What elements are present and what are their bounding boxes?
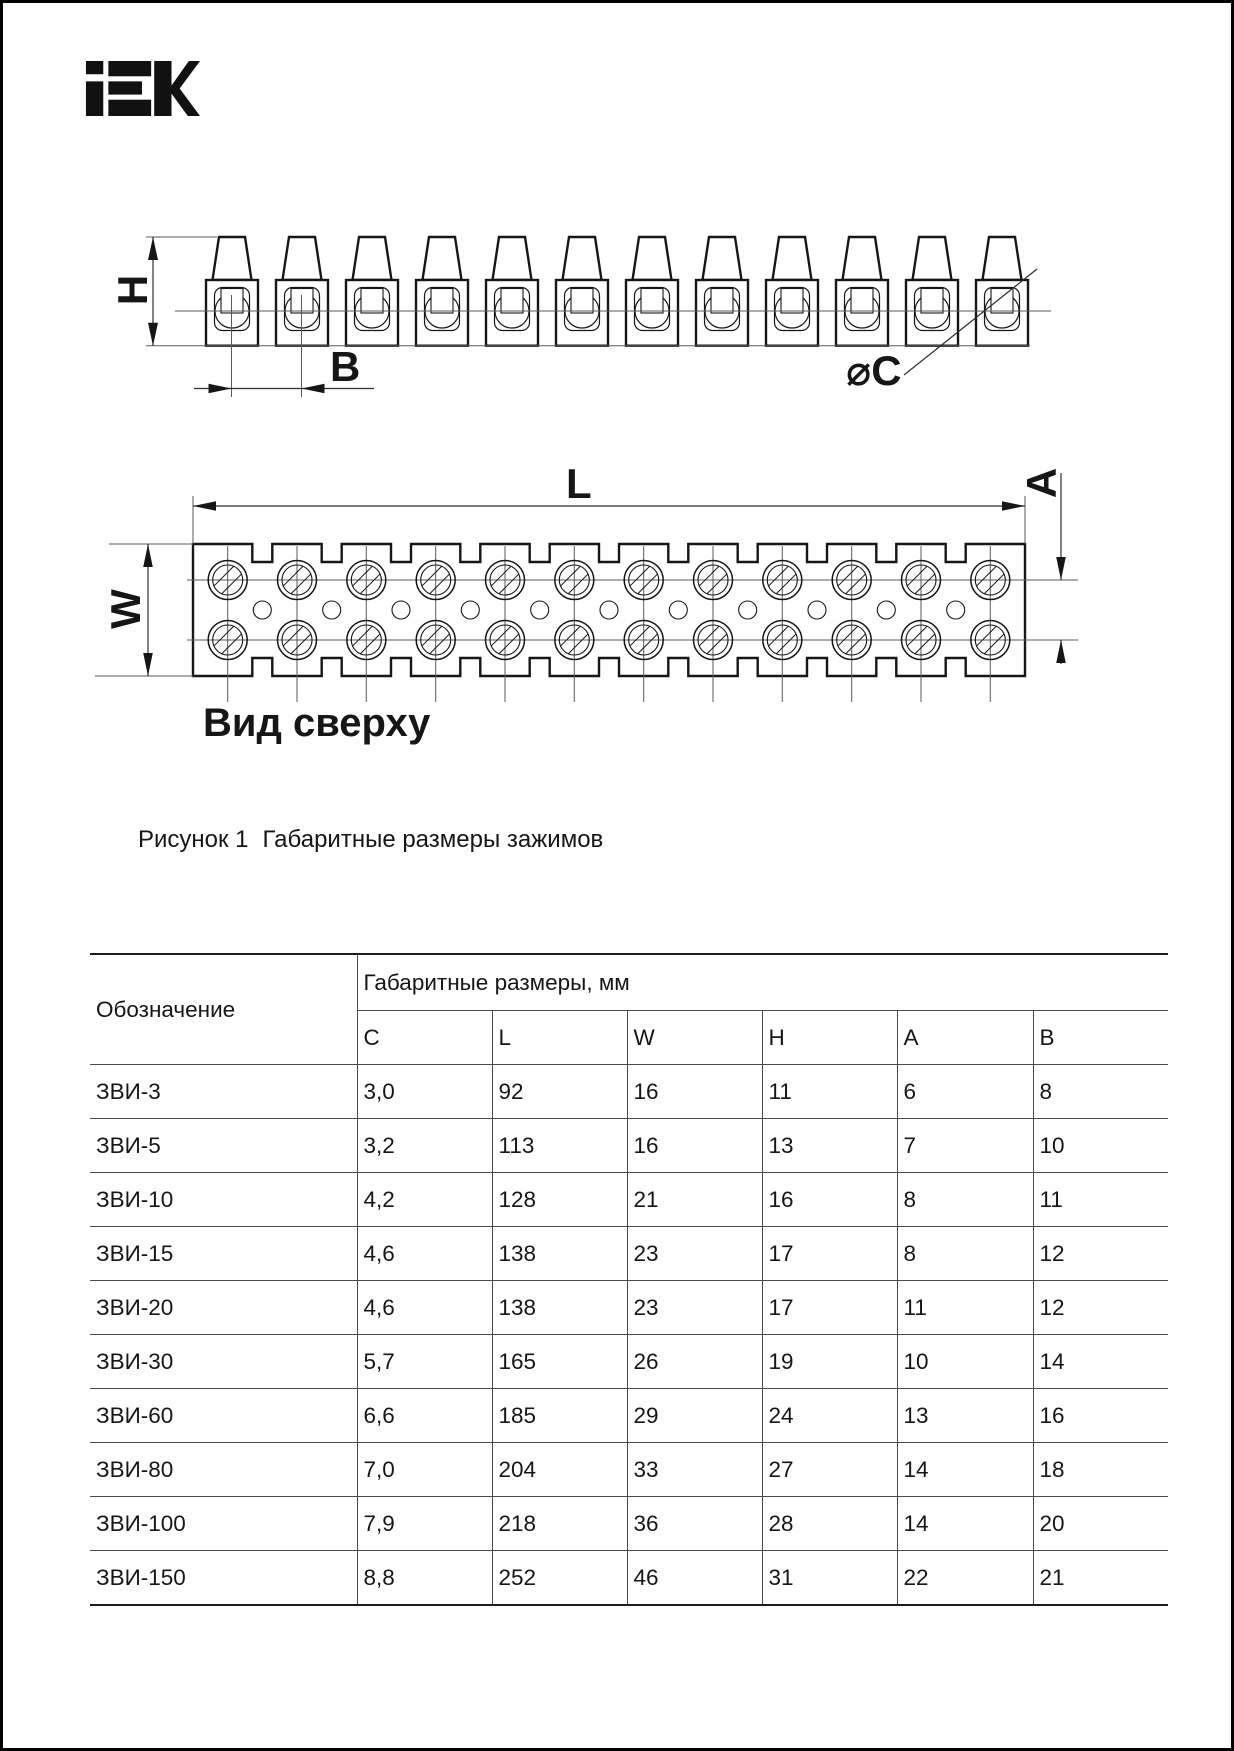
table-row [90,1119,1168,1173]
table-row [90,1281,1168,1335]
cell: 21 [627,1173,762,1227]
cell: 16 [627,1065,762,1119]
cell: 13 [762,1119,897,1173]
table-row [90,1065,1168,1119]
wire-hole [253,601,271,619]
cell: 17 [762,1281,897,1335]
row-designation: ЗВИ-3 [90,1065,357,1119]
cell: 7,0 [357,1443,492,1497]
wire-hole [531,601,549,619]
cell: 185 [492,1389,627,1443]
col-header-c: C [357,1011,492,1065]
cell: 218 [492,1497,627,1551]
cell: 17 [762,1227,897,1281]
dim-label-l: L [566,460,592,507]
table-row [90,1173,1168,1227]
dim-label-c: ⌀C [846,347,902,394]
figure-title: Габаритные размеры зажимов [262,826,604,853]
cell: 24 [762,1389,897,1443]
wire-hole [600,601,618,619]
wire-hole [669,601,687,619]
terminal-slot [781,289,803,314]
cell: 16 [1033,1389,1168,1443]
cell: 16 [762,1173,897,1227]
cell: 4,2 [357,1173,492,1227]
row-designation: ЗВИ-5 [90,1119,357,1173]
cell: 3,2 [357,1119,492,1173]
row-designation: ЗВИ-15 [90,1227,357,1281]
cell: 7,9 [357,1497,492,1551]
figure-number: Рисунок 1 [138,826,249,853]
cell: 10 [897,1335,1033,1389]
cell: 8,8 [357,1551,492,1606]
dimensions-table [90,953,1168,1606]
col-header-h: H [762,1011,897,1065]
cell: 14 [1033,1335,1168,1389]
table-row [90,1389,1168,1443]
cell: 128 [492,1173,627,1227]
cell: 21 [1033,1551,1168,1606]
top-view [95,460,1078,745]
terminal-cap [983,237,1022,280]
terminal-slot [991,289,1013,314]
col-header-l: L [492,1011,627,1065]
table-row [90,1443,1168,1497]
cell: 14 [897,1497,1033,1551]
table-row [90,1551,1168,1606]
terminal-cap [493,237,532,280]
terminal-cap [633,237,672,280]
cell: 23 [627,1227,762,1281]
wire-hole [877,601,895,619]
cell: 4,6 [357,1227,492,1281]
dim-label-w: W [102,589,149,629]
cell: 11 [1033,1173,1168,1227]
cell: 18 [1033,1443,1168,1497]
col-header-group: Габаритные размеры, мм [357,954,1168,1011]
cell: 138 [492,1227,627,1281]
cell: 36 [627,1497,762,1551]
cell: 7 [897,1119,1033,1173]
terminal-slot [431,289,453,314]
cell: 10 [1033,1119,1168,1173]
cell: 165 [492,1335,627,1389]
cell: 3,0 [357,1065,492,1119]
wire-hole [947,601,965,619]
cell: 8 [897,1227,1033,1281]
col-header-a: A [897,1011,1033,1065]
cell: 138 [492,1281,627,1335]
table-row [90,1335,1168,1389]
cell: 6,6 [357,1389,492,1443]
table-row [90,1497,1168,1551]
cell: 252 [492,1551,627,1606]
row-designation: ЗВИ-60 [90,1389,357,1443]
cell: 46 [627,1551,762,1606]
terminal-slot [921,289,943,314]
cell: 26 [627,1335,762,1389]
figure-1-drawing [3,3,1234,773]
row-designation: ЗВИ-150 [90,1551,357,1606]
terminal-cap [703,237,742,280]
dim-l [193,460,1025,544]
cell: 113 [492,1119,627,1173]
top-view-caption: Вид сверху [203,701,431,745]
cell: 5,7 [357,1335,492,1389]
wire-hole [461,601,479,619]
cell: 92 [492,1065,627,1119]
cell: 11 [897,1281,1033,1335]
col-header-b: B [1033,1011,1168,1065]
dim-w [95,544,193,676]
terminal-cap [283,237,322,280]
terminal-cap [773,237,812,280]
cell: 204 [492,1443,627,1497]
cell: 28 [762,1497,897,1551]
row-designation: ЗВИ-30 [90,1335,357,1389]
cell: 22 [897,1551,1033,1606]
dim-h [109,237,217,346]
cell: 11 [762,1065,897,1119]
row-designation: ЗВИ-10 [90,1173,357,1227]
cell: 4,6 [357,1281,492,1335]
terminal-slot [711,289,733,314]
wire-hole [392,601,410,619]
terminal-cap [913,237,952,280]
dim-label-h: H [109,274,156,306]
row-designation: ЗВИ-80 [90,1443,357,1497]
col-header-w: W [627,1011,762,1065]
terminal-slot [361,289,383,314]
dim-label-a: A [1018,467,1065,499]
row-designation: ЗВИ-20 [90,1281,357,1335]
cell: 19 [762,1335,897,1389]
cell: 20 [1033,1497,1168,1551]
col-header-designation: Обозначение [96,996,236,1022]
cell: 16 [627,1119,762,1173]
cell: 12 [1033,1281,1168,1335]
terminal-cap [843,237,882,280]
cell: 8 [897,1173,1033,1227]
figure-caption [138,825,603,855]
cell: 13 [897,1389,1033,1443]
cell: 31 [762,1551,897,1606]
terminal-cap [353,237,392,280]
wire-hole [739,601,757,619]
terminal-slot [501,289,523,314]
terminal-cap [213,237,252,280]
side-view [109,237,1051,397]
terminal-slot [641,289,663,314]
terminal-cap [423,237,462,280]
cell: 27 [762,1443,897,1497]
terminal-slot [851,289,873,314]
cell: 6 [897,1065,1033,1119]
cell: 8 [1033,1065,1168,1119]
wire-hole [323,601,341,619]
cell: 33 [627,1443,762,1497]
cell: 12 [1033,1227,1168,1281]
terminal-cap [563,237,602,280]
cell: 14 [897,1443,1033,1497]
table-row [90,1227,1168,1281]
terminal-slot [571,289,593,314]
wire-hole [808,601,826,619]
dim-label-b: B [330,343,361,390]
table-header-row [90,954,1168,1011]
cell: 23 [627,1281,762,1335]
side-terminals [206,237,1028,346]
cell: 29 [627,1389,762,1443]
row-designation: ЗВИ-100 [90,1497,357,1551]
